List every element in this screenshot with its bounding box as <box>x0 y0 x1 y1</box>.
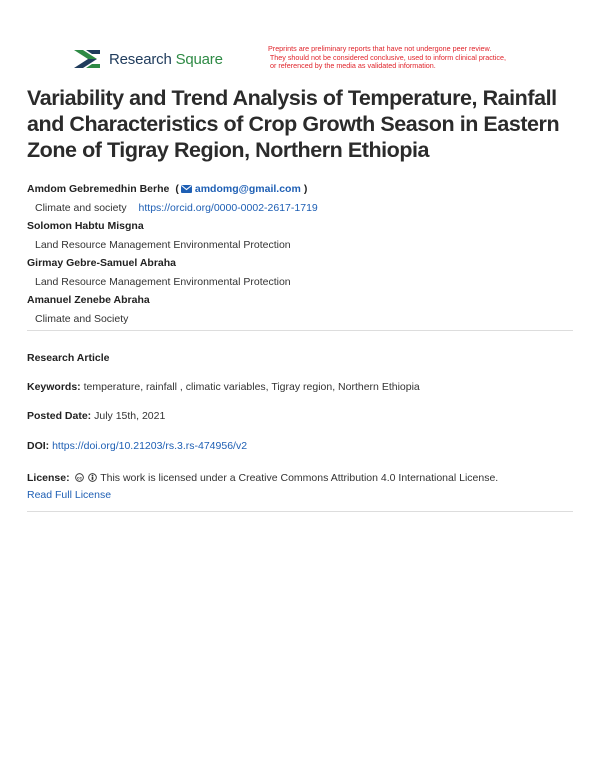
preprint-notice <box>268 45 538 71</box>
keywords-row <box>27 381 420 393</box>
author-affiliation: Climate and society <box>35 201 127 214</box>
posted-date-row <box>27 410 165 422</box>
author-affiliation: Land Resource Management Environmental Protection <box>35 275 291 288</box>
author-entry <box>27 180 573 199</box>
author-email-link[interactable] <box>181 180 301 199</box>
author-name: Amanuel Zenebe Abraha <box>27 294 150 306</box>
preprint-notice-line: They should not be considered conclusive, used to inform clinical practice, <box>268 52 506 62</box>
author-list <box>27 180 573 328</box>
brand-name-square: Square <box>175 50 223 68</box>
orcid-link[interactable]: https://orcid.org/0000-0002-2617-1719 <box>138 201 318 214</box>
section-divider <box>27 330 573 331</box>
author-affiliation-row <box>27 199 573 218</box>
doi-label: DOI: <box>27 440 50 452</box>
svg-text:cc: cc <box>76 475 82 481</box>
brand-name-research: Research <box>109 50 172 68</box>
email-close-paren: ) <box>303 183 308 195</box>
paper-title: Variability and Trend Analysis of Temperature, Rainfall and Characteristics of Crop Growth Season in Eastern Zone of Tigray Region, Northern Ethiopia <box>27 86 560 162</box>
research-square-logo[interactable] <box>74 48 223 70</box>
envelope-icon <box>181 185 192 193</box>
section-divider <box>27 511 573 512</box>
author-affiliation: Climate and Society <box>35 312 129 325</box>
license-label: License: <box>27 472 70 484</box>
author-affiliation: Land Resource Management Environmental Protection <box>35 238 291 251</box>
preprint-notice-line: Preprints are preliminary reports that have not undergone peer review. <box>268 44 492 53</box>
author-entry <box>27 254 573 273</box>
posted-date-value: July 15th, 2021 <box>94 410 166 422</box>
keywords-label: Keywords: <box>27 381 81 393</box>
license-text: This work is licensed under a Creative Commons Attribution 4.0 International License. <box>100 472 499 484</box>
keywords-value: temperature, rainfall , climatic variables, Tigray region, Northern Ethiopia <box>83 381 420 393</box>
author-name: Girmay Gebre-Samuel Abraha <box>27 257 176 269</box>
research-square-logo-icon <box>74 48 102 70</box>
posted-date-label: Posted Date: <box>27 410 92 422</box>
author-name: Amdom Gebremedhin Berhe <box>27 183 170 195</box>
doi-row <box>27 440 247 452</box>
article-type <box>27 352 110 364</box>
attribution-icon <box>88 473 97 482</box>
creative-commons-icon <box>75 473 84 482</box>
read-full-license-link[interactable]: Read Full License <box>27 489 112 501</box>
brand-name <box>109 51 223 68</box>
article-type-label: Research Article <box>27 352 110 364</box>
author-name: Solomon Habtu Misgna <box>27 220 144 232</box>
author-entry <box>27 217 573 236</box>
license-row <box>27 470 498 504</box>
author-entry <box>27 291 573 310</box>
author-email: amdomg@gmail.com <box>194 183 301 195</box>
email-open-paren: ( <box>175 183 179 195</box>
doi-link[interactable]: https://doi.org/10.21203/rs.3.rs-474956/v2 <box>52 440 248 452</box>
preprint-notice-line: or referenced by the media as validated information. <box>268 61 436 70</box>
